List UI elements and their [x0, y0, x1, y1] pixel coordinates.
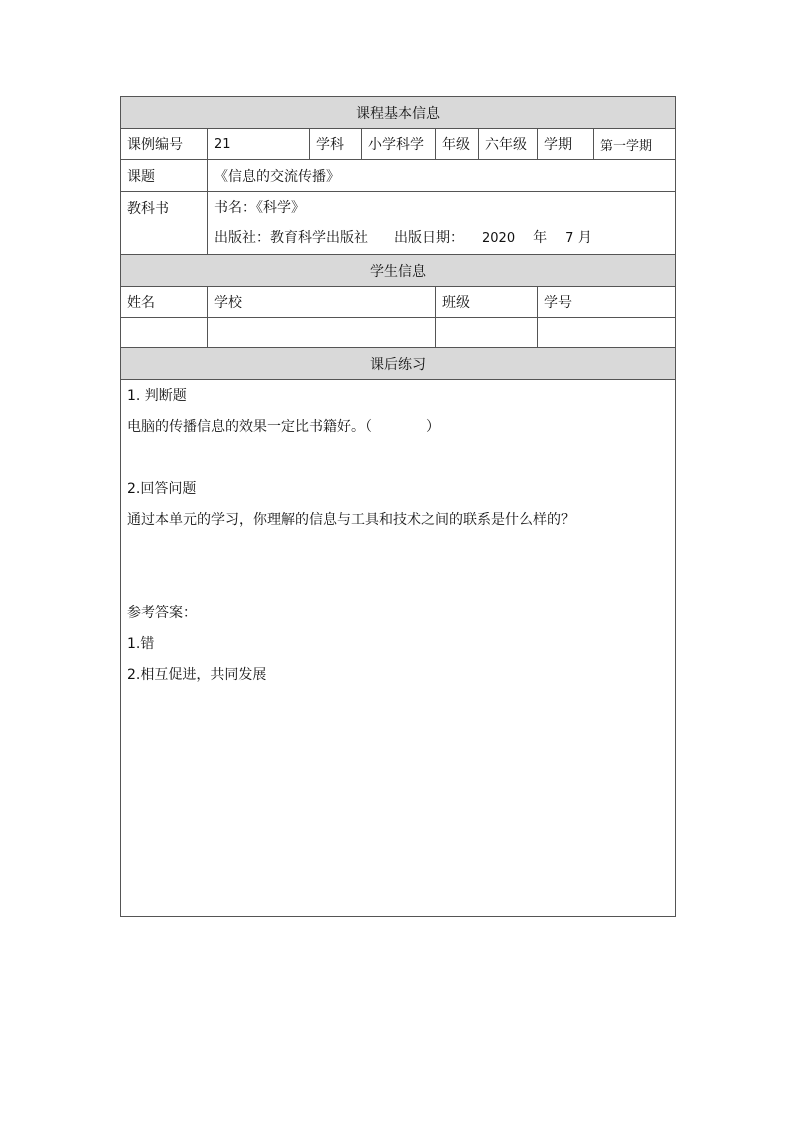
student-no-input-cell[interactable]: [538, 318, 676, 348]
grade-label: 年级: [436, 129, 479, 160]
publisher-line: [214, 223, 669, 253]
lesson-no-label: 课例编号: [121, 129, 208, 160]
answer-title: 参考答案：: [127, 605, 197, 621]
book-name-label: 书名：: [214, 200, 256, 216]
pub-year: 2020: [482, 231, 516, 246]
publisher-label: 出版社：: [214, 230, 270, 246]
student-info-header: 学生信息: [121, 255, 676, 287]
q1-text-before: 电脑的传播信息的效果一定比书籍好。（: [127, 419, 372, 435]
q2-text: 通过本单元的学习，你理解的信息与工具和技术之间的联系是什么样的？: [127, 512, 575, 528]
class-label: 班级: [436, 287, 538, 318]
school-label: 学校: [208, 287, 436, 318]
exercise-header: 课后练习: [121, 348, 676, 380]
term-value: 第一学期: [594, 129, 676, 160]
topic-value: 《信息的交流传播》: [208, 160, 676, 192]
school-input-cell[interactable]: [208, 318, 436, 348]
q1-text: [127, 419, 669, 436]
student-no-label: 学号: [538, 287, 676, 318]
course-info-header: 课程基本信息: [121, 97, 676, 129]
textbook-label: 教科书: [121, 192, 208, 255]
class-input-cell[interactable]: [436, 318, 538, 348]
book-name-value: 《科学》: [256, 200, 305, 216]
book-name-line: [214, 193, 669, 223]
year-unit: 年: [533, 230, 548, 246]
lesson-info-table: [120, 96, 676, 917]
q1-text-after: ）: [426, 419, 440, 435]
pub-date-label: 出版日期：: [394, 230, 464, 246]
grade-value: 六年级: [479, 129, 538, 160]
answer-2: 2.相互促进，共同发展: [127, 667, 267, 683]
pub-month: 7: [565, 231, 574, 246]
name-label: 姓名: [121, 287, 208, 318]
answer-1: 1.错: [127, 636, 155, 652]
exercise-content: [121, 380, 676, 917]
subject-value: 小学科学: [362, 129, 436, 160]
month-unit: 月: [577, 230, 592, 246]
name-input-cell[interactable]: [121, 318, 208, 348]
q1-title: 1. 判断题: [127, 388, 187, 404]
textbook-details: [208, 192, 676, 255]
lesson-no-value: 21: [208, 129, 310, 160]
term-label: 学期: [538, 129, 594, 160]
q2-title: 2.回答问题: [127, 481, 197, 497]
topic-label: 课题: [121, 160, 208, 192]
publisher-value: 教育科学出版社: [270, 230, 368, 246]
subject-label: 学科: [310, 129, 362, 160]
